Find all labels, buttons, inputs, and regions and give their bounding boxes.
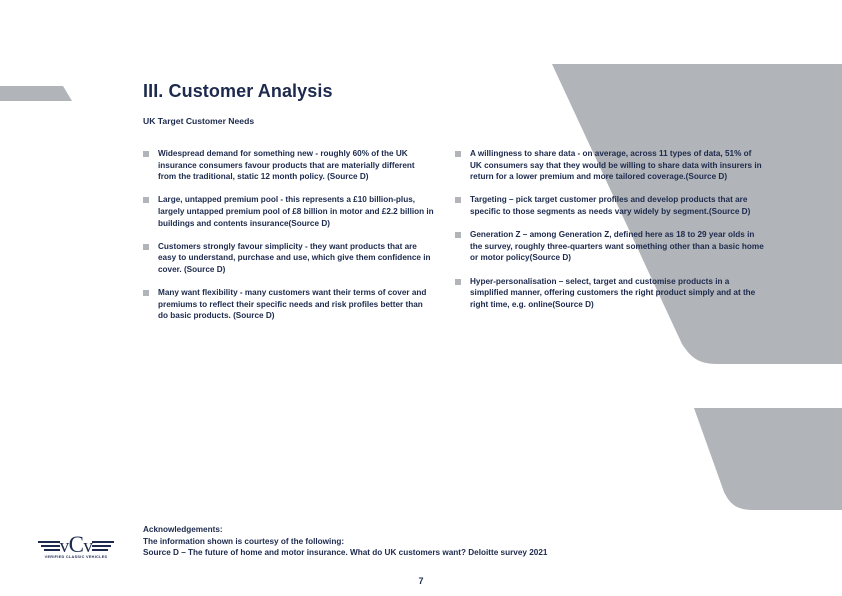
page-number: 7 [418, 576, 424, 586]
logo-tagline: VERIFIED CLASSIC VEHICLES [44, 555, 108, 559]
vcv-logo [36, 534, 116, 562]
bullet-favour-simplicity: Customers strongly favour simplicity - they want products that are easy to understand, purchase and use, which give them confidence in cover. (Source D) [143, 241, 435, 276]
bullet-targeting: Targeting – pick target customer profiles and develop products that are specific to those segments as needs vary widely by segment.(Source D) [455, 194, 765, 217]
acknowledgements-source: Source D – The future of home and motor insurance. What do UK customers want? Deloitte survey 2021 [143, 548, 548, 558]
acknowledgements [143, 524, 547, 559]
page-title: III. Customer Analysis [143, 81, 333, 101]
bullet-untapped-premium-pool: Large, untapped premium pool - this represents a £10 billion-plus, largely untapped premium pool of £8 billion in motor and £2.2 billion in buildings and contents insurance(Source D) [143, 194, 435, 229]
left-grey-band [0, 86, 72, 101]
logo-lettering: vCv [59, 532, 93, 557]
bullet-flexibility: Many want flexibility - many customers want their terms of cover and premiums to reflect their specific needs and risk profiles better than do basic products. (Source D) [143, 287, 435, 322]
bullet-hyper-personalisation: Hyper-personalisation – select, target and customise products in a simplified manner, offering customers the right product simply and at the right time, e.g. online(Source D) [455, 276, 765, 311]
bullet-share-data: A willingness to share data - on average, across 11 types of data, 51% of UK consumers say that they would be willing to share data with insurers in return for a lower premium and more tailored coverage.(Source D) [455, 148, 765, 183]
bullet-generation-z: Generation Z – among Generation Z, defined here as 18 to 29 year olds in the survey, roughly three-quarters want something other than a basic home or motor policy(Source D) [455, 229, 765, 264]
left-bullet-list [143, 148, 435, 334]
right-bullet-list [455, 148, 765, 322]
right-grey-shape-bottom [694, 408, 842, 510]
acknowledgements-heading: Acknowledgements: [143, 525, 223, 534]
acknowledgements-line-1: The information shown is courtesy of the following: [143, 536, 345, 546]
section-subtitle: UK Target Customer Needs [143, 116, 255, 126]
bullet-widespread-demand: Widespread demand for something new - roughly 60% of the UK insurance consumers favour products that are materially different from the traditional, static 12 month policy. (Source D) [143, 148, 435, 183]
